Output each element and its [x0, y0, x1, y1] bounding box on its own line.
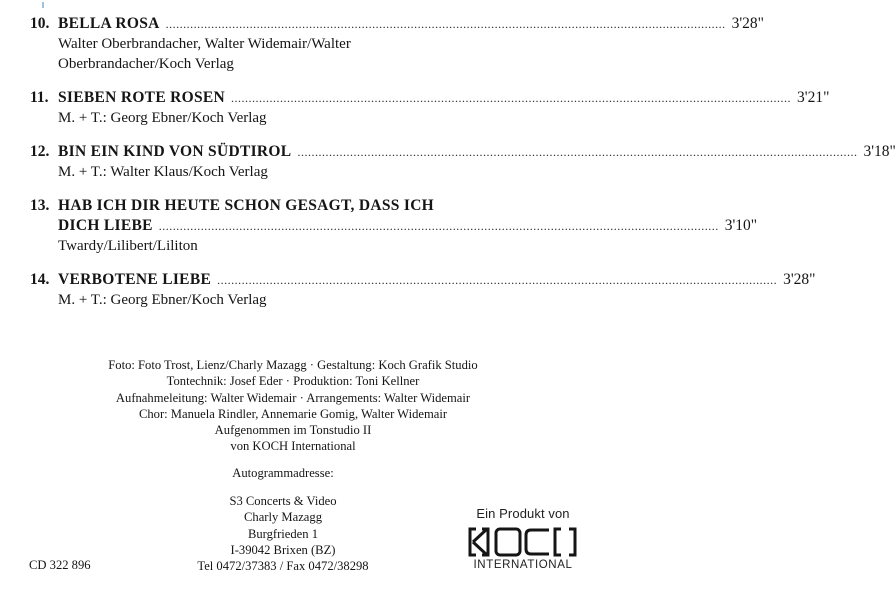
track-item: [30, 196, 758, 256]
track-heading: [30, 88, 830, 108]
catalog-number: CD 322 896: [29, 558, 91, 572]
brand-subtitle: INTERNATIONAL: [473, 559, 573, 571]
track-duration: 3'28": [731, 15, 765, 32]
track-item: [30, 14, 765, 74]
track-title: HAB ICH DIR HEUTE SCHON GESAGT, DASS ICH: [58, 197, 435, 214]
track-item: [30, 88, 830, 128]
autogramm-label: Autogrammadresse:: [232, 466, 334, 480]
track-number: 10.: [30, 15, 50, 32]
credit-line: Aufgenommen im Tonstudio II: [214, 423, 372, 438]
address-line: Tel 0472/37383 / Fax 0472/38298: [197, 559, 369, 574]
track-credit: Oberbrandacher/Koch Verlag: [58, 56, 234, 72]
track-heading: [30, 142, 896, 162]
track-number: 12.: [30, 143, 50, 160]
credit-line: Aufnahmeleitung: Walter Widemair · Arrangements: Walter Widemair: [115, 390, 471, 405]
track-credit: M. + T.: Georg Ebner/Koch Verlag: [58, 292, 267, 308]
address-line: Burgfrieden 1: [247, 526, 319, 541]
track-heading: [30, 14, 765, 34]
koch-brand-block: [467, 506, 579, 571]
track-title-continued: DICH LIEBE: [58, 217, 153, 234]
track-credit: M. + T.: Georg Ebner/Koch Verlag: [58, 110, 267, 126]
track-credit: Twardy/Lilibert/Liliton: [58, 238, 198, 254]
track-title: BELLA ROSA: [58, 15, 160, 32]
credit-line: von KOCH International: [230, 439, 356, 454]
track-list: [30, 14, 896, 324]
dot-leader: ................................................................................................................................................................: [158, 219, 719, 233]
track-item: [30, 142, 896, 182]
production-credits: [58, 357, 528, 455]
track-duration: 3'28": [783, 271, 816, 288]
brand-tagline: Ein Produkt von: [476, 506, 570, 521]
track-duration: 3'21": [797, 89, 830, 106]
credit-line: Tontechnik: Josef Eder · Produktion: Toni Kellner: [166, 374, 420, 389]
dot-leader: ................................................................................................................................................................: [297, 145, 858, 159]
dot-leader: ................................................................................................................................................................: [165, 17, 726, 31]
track-number: 14.: [30, 271, 50, 288]
track-title: SIEBEN ROTE ROSEN: [58, 89, 226, 106]
credit-line: Foto: Foto Trost, Lienz/Charly Mazagg · Gestaltung: Koch Grafik Studio: [108, 358, 478, 372]
contact-address: [170, 493, 396, 574]
track-title: BIN EIN KIND VON SÜDTIROL: [58, 143, 292, 160]
track-credit: M. + T.: Walter Klaus/Koch Verlag: [58, 164, 268, 180]
track-heading-continued: [30, 216, 758, 236]
track-item: [30, 270, 816, 310]
address-line: S3 Concerts & Video: [229, 494, 337, 508]
address-line: Charly Mazagg: [244, 510, 322, 525]
address-line: I-39042 Brixen (BZ): [230, 542, 336, 557]
track-heading: [30, 196, 582, 216]
track-credit: Walter Oberbrandacher, Walter Widemair/Walter: [58, 36, 351, 52]
track-heading: [30, 270, 816, 290]
track-duration: 3'18": [863, 143, 896, 160]
credit-line: Chor: Manuela Rindler, Annemarie Gomig, Walter Widemair: [138, 406, 448, 421]
track-title: VERBOTENE LIEBE: [58, 271, 212, 288]
track-number: 11.: [30, 89, 49, 106]
track-number: 13.: [30, 197, 50, 214]
dot-leader: ................................................................................................................................................................: [217, 273, 778, 287]
corner-mark: [42, 2, 44, 8]
track-duration: 3'10": [724, 217, 758, 234]
koch-logo-icon: [469, 527, 577, 557]
dot-leader: ................................................................................................................................................................: [231, 91, 792, 105]
